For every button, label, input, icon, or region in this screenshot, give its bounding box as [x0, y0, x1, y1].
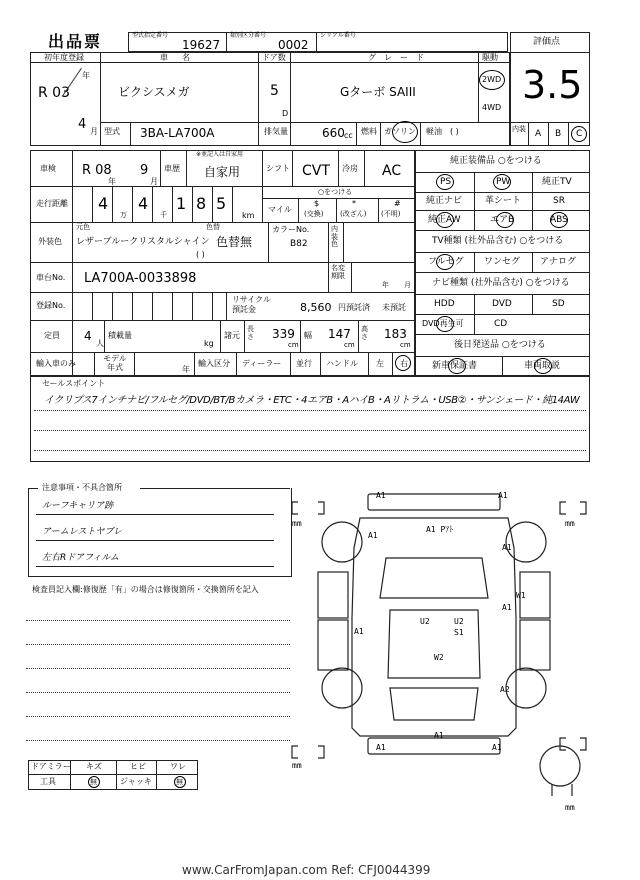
damage-mark-1: A1: [376, 491, 386, 500]
color-label: 外装色: [38, 237, 62, 246]
mileage-man: 万: [120, 211, 127, 219]
eq-dvd-play-circle: [436, 316, 454, 332]
mileage-digit-2: 4: [138, 194, 149, 213]
eq-warranty-circle: [448, 358, 466, 374]
height-unit: cm: [400, 341, 411, 349]
mm-label-4: mm: [565, 803, 575, 812]
footer-ref: www.CarFromJapan.com Ref: CFJ0044399: [182, 863, 431, 877]
damage-mark-2: A1 Pｱﾄ: [426, 525, 454, 534]
interior-color-label: 内装色: [331, 225, 338, 249]
mileage-mile: マイル: [268, 205, 292, 214]
eq-fullseg-circle: [436, 254, 454, 270]
sales-text: イクリプス7インチナビ/フルセグ/DVD/BT/Bカメラ・ETC・4エアB・AハイB・Aリトラム・USB②・サンシェード・純14AW: [44, 395, 580, 406]
note-item-2: アームレストヤブレ: [42, 527, 123, 537]
eq-sr: SR: [553, 196, 565, 206]
damage-mark-11: A1: [354, 627, 364, 636]
model-year-label: モデル年式: [103, 354, 127, 372]
shift: CVT: [302, 163, 330, 179]
color-orig-label: 元色: [76, 223, 90, 231]
serial-label: シリアル番号: [320, 32, 356, 39]
load-label: 積載量: [108, 331, 132, 340]
eq-ps: PS: [440, 177, 452, 187]
mileage-label: 走行距離: [36, 199, 68, 208]
model-cert-value: 19627: [182, 38, 221, 52]
fuel-diesel: 軽油: [426, 127, 442, 136]
color-change: 色替無: [216, 235, 253, 249]
fuel-gas-circle: [392, 121, 418, 143]
car-damage-diagram: [290, 488, 600, 818]
doors-label: ドア数: [262, 53, 286, 62]
drive-2wd-circle: [479, 70, 505, 90]
mileage-unit: km: [242, 211, 255, 220]
eq-ps-circle: [436, 174, 454, 190]
eq-airbag-circle: [496, 212, 514, 228]
grade: Gターボ SAIII: [340, 85, 416, 99]
eq-fullseg: フルセグ: [428, 257, 464, 267]
shift-label: シフト: [266, 164, 290, 173]
car-name: ビクシスメガ: [118, 85, 190, 99]
mileage-sen: 千: [160, 211, 167, 219]
parallel: 並行: [296, 359, 312, 368]
eq-pw: PW: [496, 177, 511, 187]
dims-label: 諸元: [224, 331, 240, 340]
damage-mark-12: W2: [434, 653, 444, 662]
import-class-label: 輸入区分: [198, 359, 230, 368]
mileage-digit-5: 5: [216, 194, 227, 213]
width-unit: cm: [344, 341, 355, 349]
inspector-label: 検査員記入欄:修復歴「有」の場合は修復箇所・交換箇所を記入: [32, 585, 259, 594]
damage-mark-10: S1: [454, 628, 464, 637]
damage-mark-13: A2: [500, 685, 510, 694]
eq-sd: SD: [552, 299, 565, 309]
mileage-unknown: (不明): [381, 210, 401, 218]
color-no-label: カラーNo.: [272, 225, 310, 234]
handle-right-circle: [395, 355, 411, 371]
mileage-star: *: [352, 199, 356, 208]
interior-label: 内装: [512, 125, 526, 133]
eq-genuine-navi: 純正ナビ: [426, 196, 463, 206]
class-label: 類別区分番号: [230, 32, 267, 39]
eq-abs-circle: [550, 212, 568, 228]
damage-mark-15: A1: [376, 743, 386, 752]
import-label: 輸入車のみ: [36, 359, 76, 368]
sales-label: セールスポイント: [42, 379, 106, 388]
grade-score-label: 評価点: [533, 37, 561, 47]
mileage-check: ○をつける: [318, 188, 353, 196]
mirror-r1: 工具: [40, 777, 56, 786]
docs-title: 後日発送品 ○をつける: [454, 340, 546, 350]
recycle-label: リサイクル預託金: [232, 295, 271, 314]
door-suffix: D: [282, 109, 289, 118]
eq-pw-circle: [493, 174, 511, 190]
color-no: B82: [290, 239, 308, 249]
usage: 自家用: [204, 165, 241, 179]
mm-label-1: mm: [292, 519, 302, 528]
color-orig: レザーブルークリスタルシャイン: [76, 237, 210, 247]
eq-aw-circle: [436, 212, 454, 228]
mirror-h2: キズ: [86, 762, 102, 771]
inspection-month: 9: [140, 163, 149, 178]
doors: 5: [270, 83, 279, 99]
navi-title: ナビ種類 (社外品含む) ○をつける: [432, 278, 570, 288]
mirror-h3: ヒビ: [130, 762, 146, 771]
width-label: 幅: [304, 331, 312, 340]
class-value: 0002: [278, 38, 309, 52]
fuel-gas: ガソリン: [384, 127, 416, 136]
eq-abs: ABS: [550, 215, 568, 225]
interior-b: B: [555, 129, 562, 139]
model-year-unit: 年: [182, 365, 190, 374]
length-unit: cm: [288, 341, 299, 349]
tv-title: TV種類 (社外品含む) ○をつける: [432, 236, 564, 246]
grade-score: 3.5: [522, 63, 583, 107]
height-label: 高さ: [361, 325, 368, 341]
color-paren: ( ): [196, 250, 205, 259]
mileage-exchange: (交換): [304, 210, 324, 218]
damage-mark-7: A1: [502, 603, 512, 612]
width: 147: [328, 327, 351, 341]
name-change-month: 月: [404, 281, 411, 289]
first-reg-label: 初年度登録: [44, 53, 84, 62]
mirror-r3: ジャッキ: [120, 777, 152, 786]
mileage-altered: (改ざん): [340, 210, 367, 218]
eq-manual: 車両取説: [524, 361, 561, 371]
chassis-label: 車台No.: [36, 273, 66, 282]
mm-label-3: mm: [292, 761, 302, 770]
interior-c: C: [576, 129, 583, 139]
notes-title: 注意事項・不具合箇所: [42, 483, 122, 492]
recycle-status: 円預託済: [338, 303, 370, 312]
damage-mark-6: W1: [516, 591, 526, 600]
eq-dvd: DVD: [492, 299, 512, 309]
grade-label: グレード: [368, 53, 432, 62]
year-unit: 年: [82, 71, 90, 80]
handle-label: ハンドル: [326, 359, 358, 368]
displacement-label: 排気量: [264, 127, 288, 136]
recycle-amount: 8,560: [300, 301, 332, 314]
mileage-digit-3: 1: [176, 194, 187, 213]
interior-c-circle: [571, 126, 587, 142]
color-change-label: 色替: [206, 223, 220, 231]
fuel-paren: ( ): [450, 127, 459, 136]
mm-label-2: mm: [565, 519, 575, 528]
height: 183: [384, 327, 407, 341]
name-change-year: 年: [382, 281, 389, 289]
fuel-label: 燃料: [361, 127, 377, 136]
eq-oneseg: ワンセグ: [484, 257, 521, 267]
model-code: 3BA-LA700A: [140, 126, 215, 140]
mirror-r4: 無: [176, 778, 183, 786]
damage-mark-8: U2: [420, 617, 430, 626]
eq-manual-circle: [534, 358, 552, 374]
mileage-dollar: $: [314, 199, 320, 208]
eq-airbag: エアB: [490, 215, 515, 225]
drive-2wd: 2WD: [482, 75, 502, 84]
handle-left: 左: [376, 359, 384, 368]
usage-note: ※並記入は自家用: [196, 151, 244, 158]
inspection-year-unit: 年: [108, 177, 116, 186]
note-item-1: ルーフキャリア跡: [42, 501, 114, 511]
month-unit: 月: [90, 127, 98, 136]
capacity-label: 定員: [44, 331, 60, 340]
note-item-3: 左右Rドアフィルム: [42, 553, 119, 563]
regno-label: 登録No.: [36, 301, 66, 310]
dealer: ディーラー: [242, 359, 282, 368]
recycle-unpaid: 未預託: [382, 303, 406, 312]
eq-genuine-tv: 純正TV: [542, 177, 572, 187]
inspection-year: R 08: [82, 163, 112, 178]
handle-right: 右: [400, 359, 408, 368]
length-label: 長さ: [247, 325, 254, 341]
damage-mark-3: A1: [368, 531, 378, 540]
eq-cd: CD: [494, 319, 508, 329]
length: 339: [272, 327, 295, 341]
eq-warranty: 新車保証書: [432, 361, 478, 371]
name-change-label: 名変期限: [331, 264, 345, 280]
eq-analog: アナログ: [540, 257, 577, 267]
car-name-label: 車名: [160, 53, 204, 62]
first-reg-year: R 03: [38, 85, 70, 101]
model-cert-label: 型式指定番号: [132, 32, 169, 39]
mileage-digit-1: 4: [98, 194, 109, 213]
cooling: AC: [382, 163, 402, 179]
capacity-unit: 人: [96, 339, 104, 348]
model-code-label: 型式: [104, 127, 120, 136]
page-title: 出品票: [48, 32, 103, 51]
damage-mark-9: U2: [454, 617, 464, 626]
mirror-r2: 無: [90, 778, 97, 786]
cooling-label: 冷房: [342, 164, 358, 173]
mirror-h1: ドアミラー: [31, 762, 71, 771]
eq-hdd: HDD: [434, 299, 455, 309]
mileage-hash: #: [394, 199, 401, 208]
displacement-unit: cc: [344, 131, 353, 140]
usage-label: 車歴: [164, 164, 180, 173]
eq-leather: 革シート: [485, 196, 522, 206]
drive-4wd: 4WD: [482, 103, 502, 112]
inspection-month-unit: 月: [150, 177, 158, 186]
drive-label: 駆動: [482, 53, 498, 62]
damage-mark-16: A1: [492, 743, 502, 752]
inspection-label: 車検: [40, 164, 56, 173]
chassis: LA700A-0033898: [84, 271, 197, 286]
eq-genuine-aw: 純正AW: [428, 215, 461, 225]
damage-mark-5: A1: [502, 543, 512, 552]
interior-a: A: [535, 129, 542, 139]
mirror-h4: ワレ: [170, 762, 186, 771]
displacement: 660: [322, 126, 345, 140]
damage-mark-14: A1: [434, 731, 444, 740]
load-unit: kg: [204, 339, 214, 348]
genuine-title: 純正装備品 ○をつける: [450, 156, 542, 166]
first-reg-month: 4: [78, 117, 87, 132]
mileage-digit-4: 8: [196, 194, 207, 213]
damage-mark-4: A1: [498, 491, 508, 500]
capacity: 4: [84, 329, 92, 343]
eq-dvd-play: DVD再生可: [422, 319, 464, 328]
